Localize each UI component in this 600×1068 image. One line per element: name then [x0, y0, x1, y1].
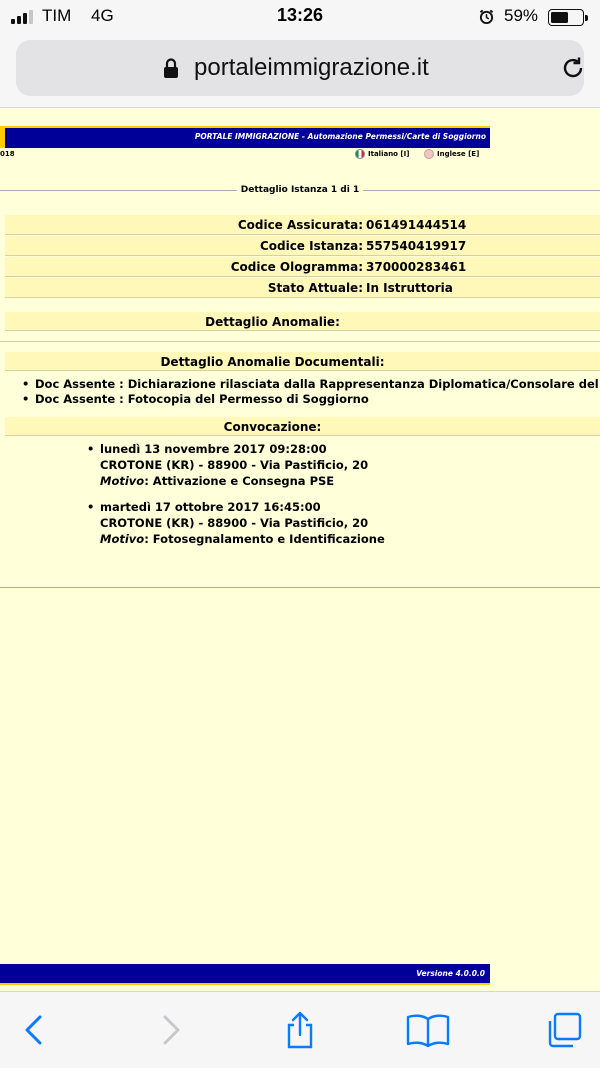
- language-row: [0, 148, 490, 162]
- detail-row: [5, 236, 600, 256]
- convocation-place: CROTONE (KR) - 88900 - Via Pastificio, 20: [100, 516, 369, 530]
- banner-marker: [0, 126, 5, 148]
- detail-label: Codice Istanza:: [259, 239, 363, 253]
- convocation-header: [5, 417, 600, 436]
- list-item: • Doc Assente : Fotocopia del Permesso di Soggiorno: [35, 392, 369, 406]
- lang-italian-label: Italiano [I]: [368, 150, 410, 158]
- convocation-reason: [100, 531, 385, 547]
- battery-level: [551, 12, 568, 23]
- detail-title: Dettaglio Istanza 1 di 1: [0, 185, 600, 195]
- site-banner: [0, 126, 490, 148]
- detail-value: 061491444514: [366, 218, 467, 232]
- browser-toolbar: [0, 991, 600, 1068]
- lock-icon: [163, 57, 179, 79]
- anomalies-title: Dettaglio Anomalie:: [205, 315, 340, 329]
- convocation-date: • martedì 17 ottobre 2017 16:45:00: [100, 500, 321, 514]
- version-label: Versione 4.0.0.0: [416, 969, 485, 978]
- list-item: • Doc Assente : Dichiarazione rilasciata dalla Rappresentanza Diplomatica/Consolare del: [35, 377, 599, 391]
- convocation-title: Convocazione:: [223, 420, 322, 434]
- browser-address-area: [0, 36, 600, 108]
- reason-text: : Fotosegnalamento e Identificazione: [144, 532, 385, 546]
- forward-icon[interactable]: [150, 1010, 190, 1050]
- motivo-label: Motivo: [100, 474, 145, 488]
- bookmarks-icon[interactable]: [405, 1010, 451, 1050]
- share-icon[interactable]: [280, 1010, 320, 1050]
- address-bar[interactable]: [16, 40, 584, 96]
- site-footer: [0, 964, 490, 985]
- battery-icon: [548, 9, 584, 26]
- convocation-item: [100, 499, 385, 547]
- detail-label: Codice Assicurata:: [237, 218, 363, 232]
- clock: 13:26: [276, 5, 324, 25]
- convocation-date: • lunedì 13 novembre 2017 09:28:00: [100, 442, 327, 456]
- url-text: portaleimmigrazione.it: [194, 54, 429, 81]
- alarm-icon: [479, 9, 494, 24]
- divider: [0, 587, 600, 588]
- convocation-item: [100, 441, 368, 489]
- detail-label: Stato Attuale:: [267, 281, 363, 295]
- lang-english-label: Inglese [E]: [437, 150, 480, 158]
- detail-value: 557540419917: [366, 239, 467, 253]
- battery-percent: 59%: [504, 6, 539, 25]
- detail-row: [5, 215, 600, 235]
- documental-anomalies-header: [5, 352, 600, 371]
- detail-row: [5, 278, 600, 298]
- status-bar: [0, 0, 600, 36]
- detail-row: [5, 257, 600, 277]
- uk-flag-icon: [424, 149, 434, 159]
- lang-italian-link[interactable]: [355, 149, 409, 159]
- code-fragment: 018: [0, 150, 15, 158]
- convocation-reason: [100, 473, 368, 489]
- detail-value: In Istruttoria: [366, 281, 453, 295]
- back-icon[interactable]: [15, 1010, 55, 1050]
- reload-icon[interactable]: [560, 55, 586, 81]
- convocation-place: CROTONE (KR) - 88900 - Via Pastificio, 20: [100, 458, 369, 472]
- page-content: [0, 109, 600, 991]
- italy-flag-icon: [355, 149, 365, 159]
- motivo-label: Motivo: [100, 532, 145, 546]
- anomalies-header: [5, 312, 600, 331]
- divider: [0, 341, 600, 342]
- banner-title: PORTALE IMMIGRAZIONE - Automazione Permessi/Carte di Soggiorno: [194, 132, 486, 141]
- detail-label: Codice Ologramma:: [230, 260, 363, 274]
- detail-value: 370000283461: [366, 260, 467, 274]
- documental-anomalies-title: Dettaglio Anomalie Documentali:: [160, 355, 385, 369]
- lang-english-link[interactable]: [424, 149, 479, 159]
- carrier-name: TIM: [42, 6, 72, 25]
- network-type: 4G: [91, 6, 114, 25]
- tabs-icon[interactable]: [544, 1010, 584, 1050]
- reason-text: : Attivazione e Consegna PSE: [144, 474, 335, 488]
